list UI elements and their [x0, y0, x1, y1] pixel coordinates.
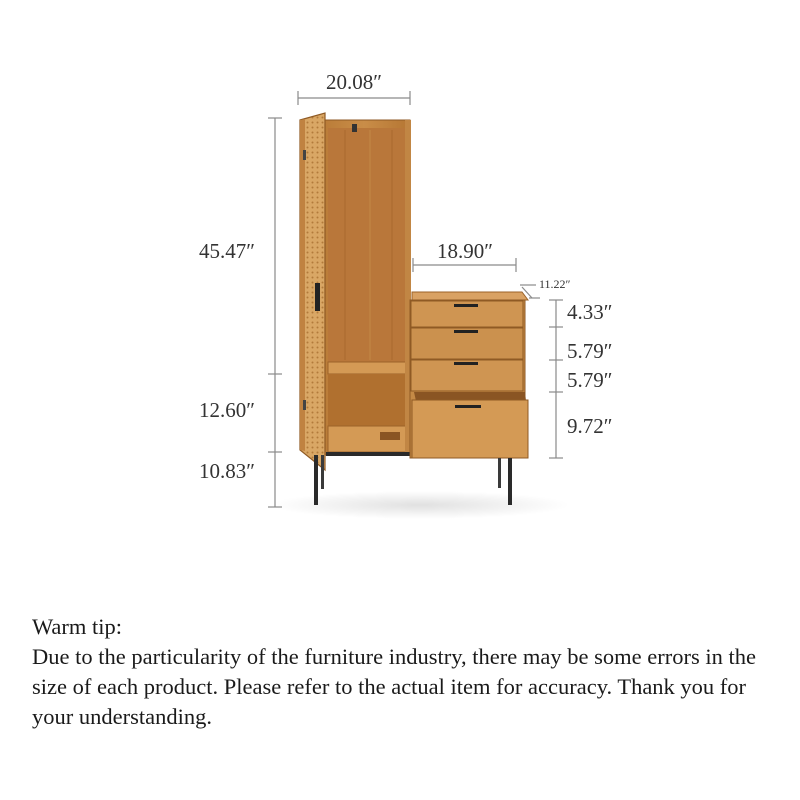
drawer-4-height-label: 9.72″: [567, 414, 613, 438]
drawer-leg: [498, 458, 501, 488]
drawer-handle: [454, 330, 478, 333]
cabinet-lower-height-label: 12.60″: [199, 398, 255, 422]
drawer-handle: [455, 405, 481, 408]
tip-body: Due to the particularity of the furniture industry, there may be some errors in the size of each product. Please refer to the actual item for accuracy. Thank you for your understanding.: [32, 644, 756, 729]
door-handle: [315, 283, 320, 311]
drawer-3-height-label: 5.79″: [567, 368, 613, 392]
leg-height-label: 10.83″: [199, 459, 255, 483]
drawer-leg: [508, 458, 512, 505]
drawer-handle: [454, 362, 478, 365]
tall-cabinet: [300, 113, 412, 505]
warm-tip: [32, 612, 777, 732]
cabinet-leg: [314, 455, 318, 505]
cabinet-shelf: [328, 362, 408, 374]
drawer-handle: [454, 304, 478, 307]
drawer-depth-label: 11.22″: [539, 277, 571, 291]
cabinet-width-label: 20.08″: [326, 70, 382, 94]
drawer-2-height-label: 5.79″: [567, 339, 613, 363]
drawer-width-label: 18.90″: [437, 239, 493, 263]
cabinet-upper-height-label: 45.47″: [199, 239, 255, 263]
tip-title: Warm tip:: [32, 614, 123, 639]
drawer-1-height-label: 4.33″: [567, 300, 613, 324]
cabinet-leg: [321, 455, 324, 489]
drawer-unit: [410, 292, 528, 505]
